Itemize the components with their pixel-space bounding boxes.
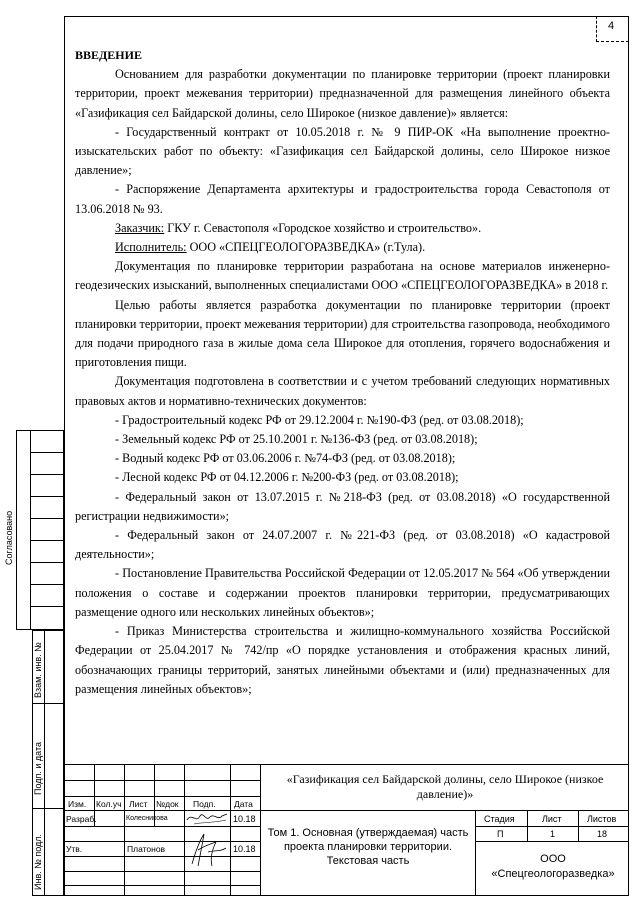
list-item: - Земельный кодекс РФ от 25.10.2001 г. №136-ФЗ (ред. от 03.08.2018); xyxy=(115,432,478,447)
list-value: 1 xyxy=(550,829,556,839)
section-heading: ВВЕДЕНИЕ xyxy=(75,48,142,62)
customer-line xyxy=(75,219,610,238)
list-item: - Лесной кодекс РФ от 04.12.2006 г. №200-ФЗ (ред. от 03.08.2018); xyxy=(115,470,459,485)
listov-value: 18 xyxy=(597,829,608,839)
razrab-date: 10.18 xyxy=(233,814,256,824)
col-kol: Кол.уч xyxy=(96,799,122,809)
list-item: - Приказ Министерства строительства и жилищно-коммунального хозяйства Российской Федерации от 25.04.2017 № 742/пр «О порядке установления и отображения красных линий, обозначающих границы территорий, занятых линейными объектами и (или) предназначенных для размещения линейных объектов»; xyxy=(75,624,610,696)
list-item: - Постановление Правительства Российской Федерации от 12.05.2017 № 564 «Об утверждении положения о составе и содержании проектов планировки территории, предусматривающих размещение одного или нескольких линейных объектов»; xyxy=(75,566,610,619)
listov-label: Листов xyxy=(587,814,617,824)
list-item: - Федеральный закон от 24.07.2007 г. №221-ФЗ (ред. от 03.08.2018) «О кадастровой деятельности»; xyxy=(75,528,610,562)
paragraph: Документация по планировке территории разработана на основе материалов инженерно-геодезических изысканий, выполненных специалистами ООО «СПЕЦГЕОЛОГОРАЗВЕДКА» в 2018 г. xyxy=(75,259,610,293)
executor-line xyxy=(75,238,610,257)
customer-text: ГКУ г. Севастополя «Городское хозяйство и строительство». xyxy=(164,220,482,235)
project-title: «Газификация сел Байдарской долины, село Широкое (низкое давление)» xyxy=(286,772,604,801)
organization: ООО «Спецгеологоразведка» xyxy=(491,853,615,880)
razrab-name: Колесникова xyxy=(126,815,168,822)
side-label-podp: Подп. и дата xyxy=(33,741,43,795)
page-number: 4 xyxy=(608,20,615,32)
paragraph: - Распоряжение Департамента архитектуры и градостроительства города Севастополя от 13.06.2018 № 93. xyxy=(75,182,610,216)
signature-razrab xyxy=(184,808,230,828)
stadiya-label: Стадия xyxy=(484,814,515,824)
executor-text: ООО «СПЕЦГЕОЛОГОРАЗВЕДКА» (г.Тула). xyxy=(186,240,426,255)
side-stamp-agreed xyxy=(16,430,64,630)
list-item: - Градостроительный кодекс РФ от 29.12.2004 г. №190-ФЗ (ред. от 03.08.2018); xyxy=(115,412,524,427)
executor-label: Исполнитель: xyxy=(115,240,187,255)
document-title: Том 1. Основная (утверждаемая) часть проекта планировки территории. Текстовая часть xyxy=(267,827,469,867)
paragraph: Документация подготовлена в соответствии и с учетом требований следующих нормативных правовых актов и нормативно-технических документов: xyxy=(75,374,610,408)
customer-label: Заказчик: xyxy=(115,220,165,235)
paragraph: - Государственный контракт от 10.05.2018 г. № 9 ПИР-ОК «На выполнение проектно-изыскательских работ по объекту: «Газификация сел Байдарской долины, село Широкое низкое давление»; xyxy=(75,124,610,178)
signature-utv xyxy=(186,830,230,870)
col-izm: Изм. xyxy=(68,799,87,809)
utv-date: 10.18 xyxy=(233,844,256,854)
document-body xyxy=(75,46,610,699)
side-label-inv: Инв. № подл. xyxy=(33,833,43,890)
paragraph: Основанием для разработки документации по планировке территории (проект планировки территории, проект межевания территории) предназначенной для размещения линейного объекта «Газификация сел Байдарской долины, село Широкое (низкое давление)» является: xyxy=(75,67,610,120)
utv-label: Утв. xyxy=(66,844,83,854)
paragraph: Целью работы является разработка документации по планировке территории (проект планировки территории, проект межевания территории) для строительства газопровода, необходимого для подачи природного газа в жилые дома села Широкое для отопления, горячего водоснабжения и приготовления пищи. xyxy=(75,297,610,370)
list-item: - Водный кодекс РФ от 03.06.2006 г. №74-ФЗ (ред. от 03.08.2018); xyxy=(115,451,456,466)
side-label-agreed: Согласовано xyxy=(4,510,14,565)
razrab-label: Разраб. xyxy=(66,814,97,824)
col-data: Дата xyxy=(234,799,253,809)
col-list: Лист xyxy=(129,799,148,809)
utv-name: Платонов xyxy=(127,844,166,854)
stadiya-value: П xyxy=(497,829,504,839)
side-label-vzam: Взам. инв. № xyxy=(33,642,43,698)
list-item: - Федеральный закон от 13.07.2015 г. №218-ФЗ (ред. от 03.08.2018) «О государственной регистрации недвижимости»; xyxy=(75,489,610,523)
list-label: Лист xyxy=(542,814,562,824)
col-podp: Подп. xyxy=(193,799,216,809)
col-dok: №док xyxy=(156,799,179,809)
